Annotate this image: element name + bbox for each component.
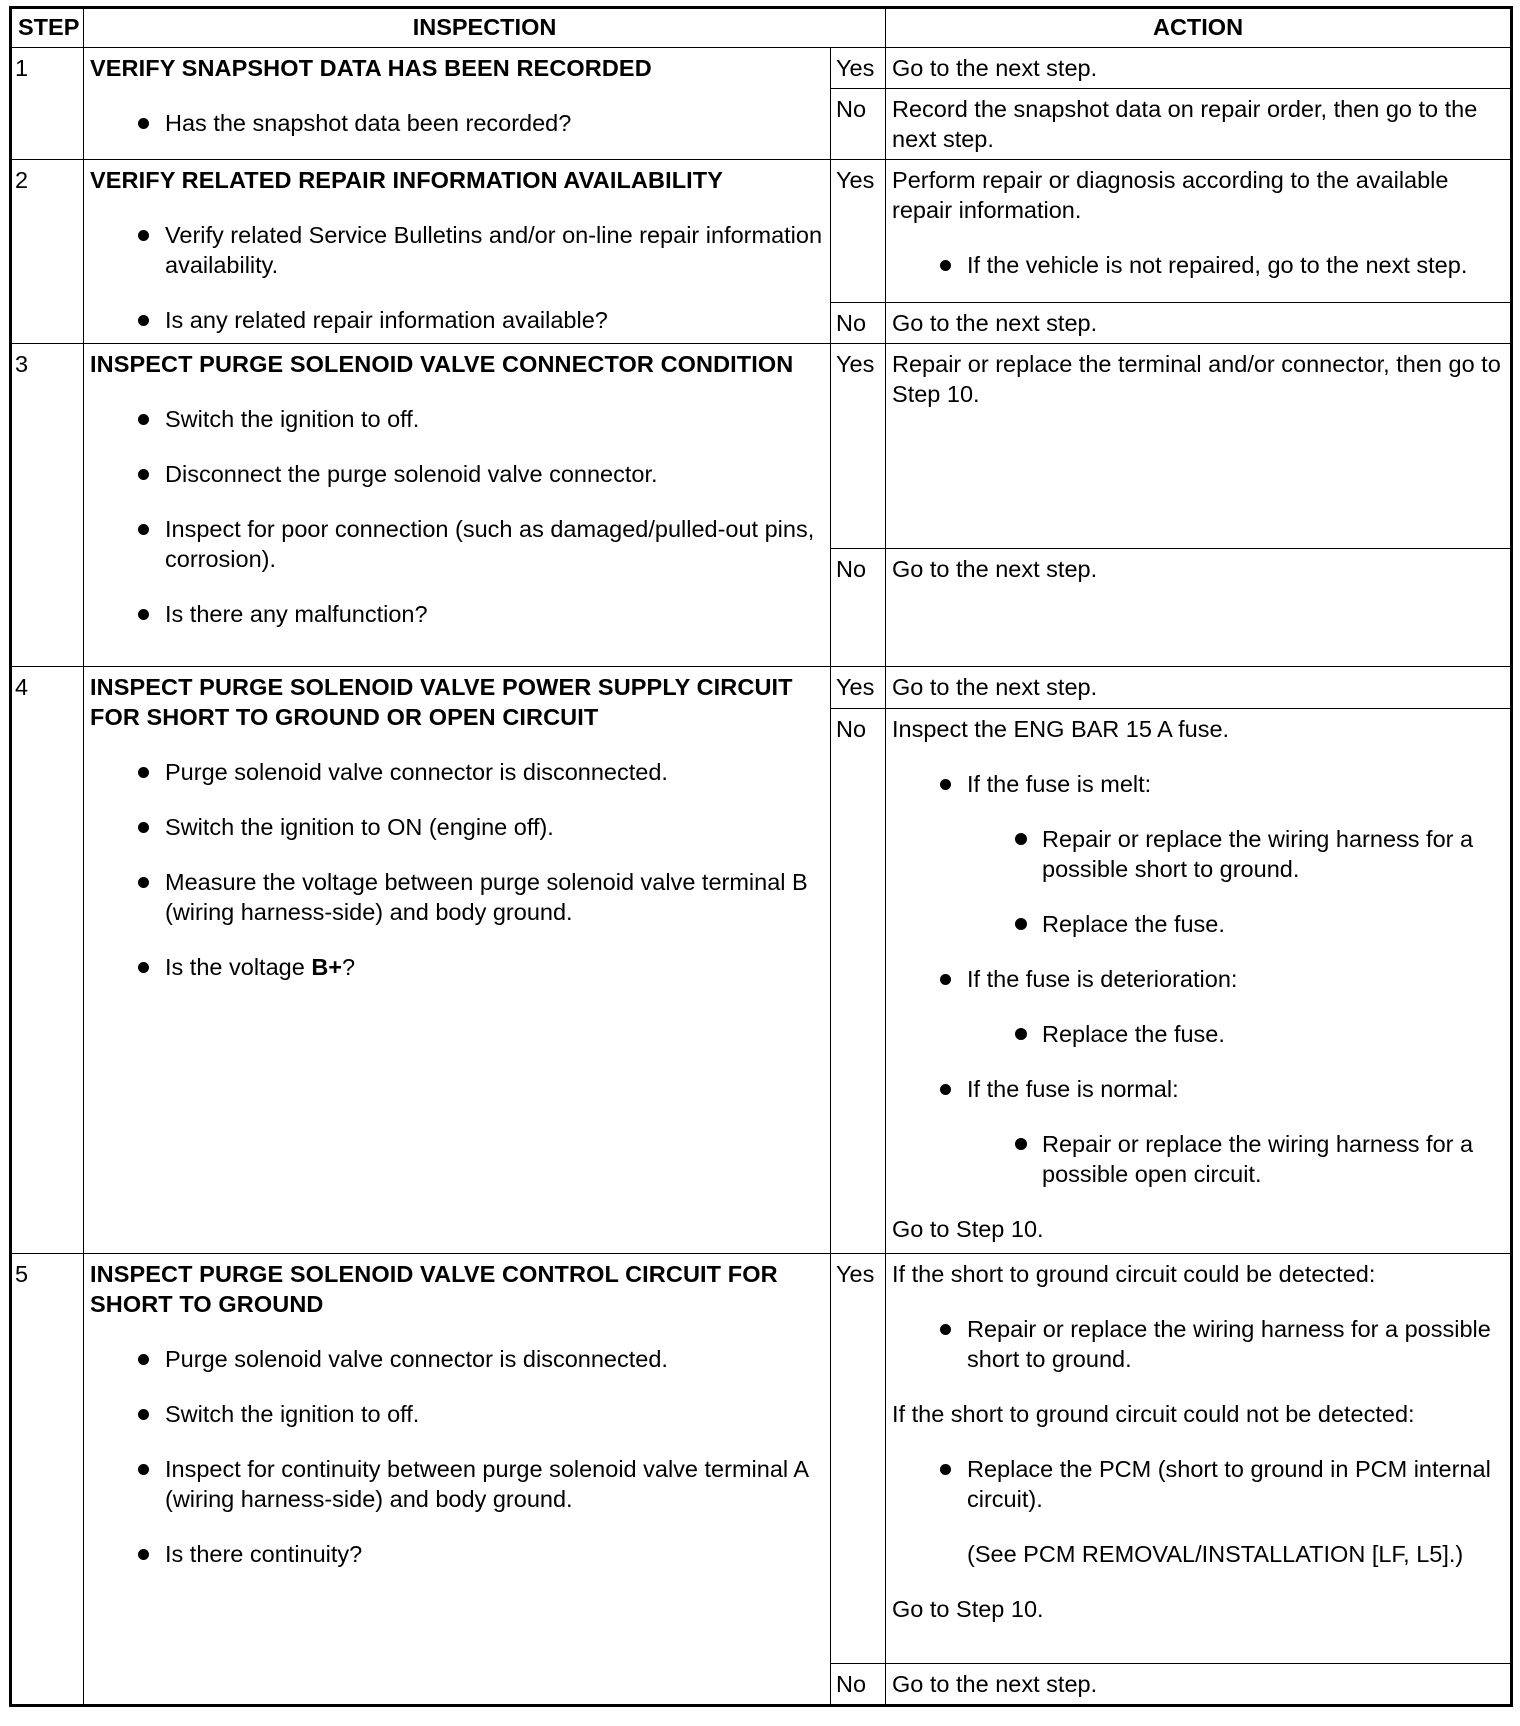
inspection-list bbox=[90, 220, 824, 335]
no-action bbox=[886, 709, 1512, 1254]
step-title: INSPECT PURGE SOLENOID VALVE CONTROL CIRCUIT FOR SHORT TO GROUND bbox=[90, 1261, 778, 1317]
list-item: Is there continuity? bbox=[90, 1539, 824, 1569]
list-item: Replace the PCM (short to ground in PCM internal circuit). bbox=[892, 1454, 1504, 1514]
action-text: Perform repair or diagnosis according to the available repair information. bbox=[892, 167, 1449, 223]
no-label: No bbox=[831, 303, 886, 344]
sub-list bbox=[967, 1129, 1504, 1189]
diagnostic-procedure-table bbox=[9, 6, 1513, 1707]
voltage-value: B+ bbox=[311, 954, 343, 980]
list-item: Inspect for poor connection (such as damaged/pulled-out pins, corrosion). bbox=[90, 514, 824, 574]
no-label: No bbox=[831, 1664, 886, 1706]
yes-label: Yes bbox=[831, 1254, 886, 1664]
table-row bbox=[11, 1254, 1512, 1664]
header-action: ACTION bbox=[886, 8, 1512, 48]
action-list bbox=[892, 250, 1504, 280]
step-number: 2 bbox=[11, 160, 84, 344]
table-row bbox=[11, 344, 1512, 549]
action-footer: Go to Step 10. bbox=[892, 1596, 1044, 1622]
no-action: Record the snapshot data on repair order, then go to the next step. bbox=[886, 89, 1512, 160]
list-item: Measure the voltage between purge solenoid valve terminal B (wiring harness-side) and body ground. bbox=[90, 867, 824, 927]
action-list bbox=[892, 769, 1504, 1189]
condition-text: If the fuse is normal: bbox=[967, 1076, 1179, 1102]
list-item bbox=[892, 1074, 1504, 1189]
list-item: Is any related repair information available? bbox=[90, 305, 824, 335]
list-item: Verify related Service Bulletins and/or on-line repair information availability. bbox=[90, 220, 824, 280]
action-text: Inspect the ENG BAR 15 A fuse. bbox=[892, 716, 1230, 742]
step-title: INSPECT PURGE SOLENOID VALVE POWER SUPPLY CIRCUIT FOR SHORT TO GROUND OR OPEN CIRCUIT bbox=[90, 674, 793, 730]
step-title: VERIFY SNAPSHOT DATA HAS BEEN RECORDED bbox=[90, 55, 652, 81]
yes-action bbox=[886, 160, 1512, 303]
inspection-cell bbox=[84, 1254, 831, 1706]
no-action: Go to the next step. bbox=[886, 549, 1512, 667]
inspection-list bbox=[90, 404, 824, 629]
inspection-list bbox=[90, 757, 824, 982]
yes-action: Go to the next step. bbox=[886, 48, 1512, 89]
no-label: No bbox=[831, 89, 886, 160]
step-number: 5 bbox=[11, 1254, 84, 1706]
table-row bbox=[11, 160, 1512, 303]
no-action: Go to the next step. bbox=[886, 1664, 1512, 1706]
header-inspection: INSPECTION bbox=[84, 8, 886, 48]
sub-list bbox=[967, 824, 1504, 939]
table-row bbox=[11, 48, 1512, 89]
list-item: Inspect for continuity between purge solenoid valve terminal A (wiring harness-side) and body ground. bbox=[90, 1454, 824, 1514]
sub-list-item: Repair or replace the wiring harness for a possible open circuit. bbox=[967, 1129, 1504, 1189]
action-text: If the short to ground circuit could be detected: bbox=[892, 1261, 1376, 1287]
list-item: Switch the ignition to off. bbox=[90, 1399, 824, 1429]
list-item: Has the snapshot data been recorded? bbox=[90, 108, 824, 138]
list-item: Switch the ignition to off. bbox=[90, 404, 824, 434]
step-number: 1 bbox=[11, 48, 84, 160]
list-item: Repair or replace the wiring harness for a possible short to ground. bbox=[892, 1314, 1504, 1374]
no-label: No bbox=[831, 709, 886, 1254]
no-label: No bbox=[831, 549, 886, 667]
table-row bbox=[11, 667, 1512, 709]
list-item: Switch the ignition to ON (engine off). bbox=[90, 812, 824, 842]
inspection-cell bbox=[84, 160, 831, 344]
list-item bbox=[892, 769, 1504, 939]
no-action: Go to the next step. bbox=[886, 303, 1512, 344]
inspection-cell bbox=[84, 667, 831, 1254]
inspection-list bbox=[90, 1344, 824, 1569]
action-footer: Go to Step 10. bbox=[892, 1216, 1044, 1242]
inspection-list bbox=[90, 108, 824, 138]
header-row bbox=[11, 8, 1512, 48]
yes-action: Repair or replace the terminal and/or connector, then go to Step 10. bbox=[886, 344, 1512, 549]
condition-text: If the fuse is melt: bbox=[967, 771, 1152, 797]
yes-label: Yes bbox=[831, 160, 886, 303]
list-item-text: Is the voltage bbox=[165, 954, 312, 980]
step-title: VERIFY RELATED REPAIR INFORMATION AVAILABILITY bbox=[90, 167, 724, 193]
action-list bbox=[892, 1454, 1504, 1514]
list-item: Purge solenoid valve connector is disconnected. bbox=[90, 757, 824, 787]
condition-text: If the fuse is deterioration: bbox=[967, 966, 1238, 992]
inspection-cell bbox=[84, 48, 831, 160]
list-item: If the vehicle is not repaired, go to the next step. bbox=[892, 250, 1504, 280]
sub-list-item: Repair or replace the wiring harness for a possible short to ground. bbox=[967, 824, 1504, 884]
action-text: If the short to ground circuit could not be detected: bbox=[892, 1401, 1415, 1427]
yes-label: Yes bbox=[831, 667, 886, 709]
sub-list bbox=[967, 1019, 1504, 1049]
step-number: 3 bbox=[11, 344, 84, 667]
list-item: Purge solenoid valve connector is disconnected. bbox=[90, 1344, 824, 1374]
list-item-text: ? bbox=[342, 954, 356, 980]
step-number: 4 bbox=[11, 667, 84, 1254]
yes-action bbox=[886, 1254, 1512, 1664]
yes-label: Yes bbox=[831, 48, 886, 89]
action-list bbox=[892, 1314, 1504, 1374]
step-title: INSPECT PURGE SOLENOID VALVE CONNECTOR CONDITION bbox=[90, 351, 794, 377]
sub-list-item: Replace the fuse. bbox=[967, 1019, 1504, 1049]
inspection-cell bbox=[84, 344, 831, 667]
yes-action: Go to the next step. bbox=[886, 667, 1512, 709]
header-step: STEP bbox=[11, 8, 84, 48]
list-item: Is there any malfunction? bbox=[90, 599, 824, 629]
list-item: Disconnect the purge solenoid valve connector. bbox=[90, 459, 824, 489]
list-item bbox=[90, 952, 824, 982]
list-item bbox=[892, 964, 1504, 1049]
reference-text: (See PCM REMOVAL/INSTALLATION [LF, L5].) bbox=[967, 1541, 1464, 1567]
sub-list-item: Replace the fuse. bbox=[967, 909, 1504, 939]
yes-label: Yes bbox=[831, 344, 886, 549]
